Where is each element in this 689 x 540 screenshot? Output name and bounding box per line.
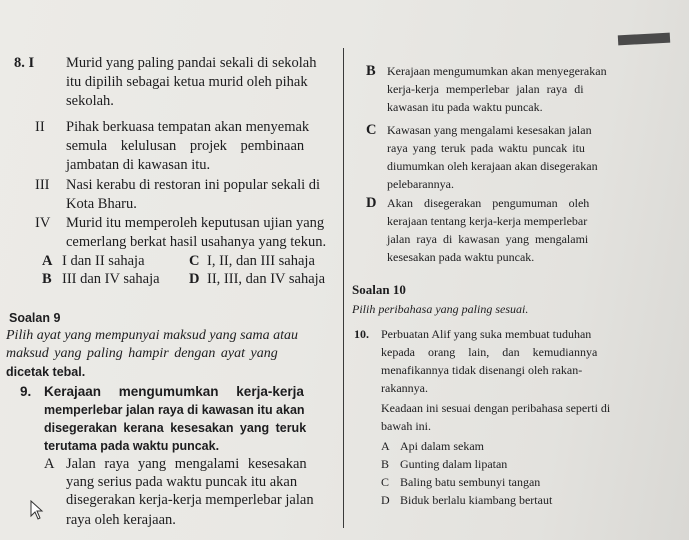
question-8-statement-ii: jambatan di kawasan itu. (66, 157, 211, 173)
question-10-number: 10. (354, 327, 369, 341)
question-9-option-b: kerja-kerja memperlebar jalan raya di (387, 82, 584, 96)
question-9-option-a: disegerakan kerja-kerja memperlebar jalan (66, 492, 314, 508)
question-10-option-a: Api dalam sekam (400, 439, 484, 453)
question-9-stem: Kerajaan mengumumkan kerja-kerja (44, 384, 304, 399)
option-b-letter: B (42, 271, 52, 287)
question-9-option-b: Kerajaan mengumumkan akan menyegerakan (387, 64, 607, 78)
section-heading: Soalan 9 (9, 311, 61, 325)
question-9-option-d: jalan raya di kawasan yang mengalami (387, 232, 589, 246)
question-8-statement-iv: Murid itu memperoleh keputusan ujian yang (66, 215, 325, 231)
question-9-option-d: kesesakan pada waktu puncak. (387, 250, 535, 264)
option-b-letter: B (381, 457, 390, 471)
option-d-letter: D (381, 493, 390, 507)
question-8-statement-iii: Nasi kerabu di restoran ini popular sekali di (66, 177, 321, 193)
statement-ii-number: II (35, 119, 45, 135)
mouse-pointer-icon (30, 500, 44, 520)
question-8-statement-i: Murid yang paling pandai sekali di sekolah (66, 55, 317, 71)
option-c-letter: C (366, 122, 377, 138)
question-10-stem: kepada orang lain, dan kemudiannya (381, 345, 598, 359)
option-c-letter: C (189, 253, 200, 269)
option-a-letter: A (42, 253, 53, 269)
question-9-option-a: raya oleh kerajaan. (66, 512, 176, 528)
statement-iv-number: IV (35, 215, 51, 231)
section-instruction: Pilih ayat yang mempunyai maksud yang sama atau (6, 328, 299, 343)
question-9-option-c: raya yang teruk pada waktu puncak itu (387, 141, 585, 155)
question-9-option-c: diumumkan oleh kerajaan akan disegerakan (387, 159, 598, 173)
section-instruction: Pilih peribahasa yang paling sesuai. (352, 302, 529, 316)
option-a-letter: A (44, 456, 55, 472)
option-d-letter: D (366, 195, 377, 211)
question-10-stem: Keadaan ini sesuai dengan peribahasa seperti di (381, 401, 611, 415)
question-10-stem: rakannya. (381, 381, 428, 395)
section-instruction: dicetak tebal. (6, 365, 86, 379)
question-8-statement-i: sekolah. (66, 93, 114, 109)
question-9-stem: memperlebar jalan raya di kawasan itu akan (44, 403, 305, 417)
question-9-option-c: Kawasan yang mengalami kesesakan jalan (387, 123, 592, 137)
question-8-number: 8. I (14, 55, 35, 71)
option-b-letter: B (366, 63, 376, 79)
question-9-number: 9. (20, 384, 32, 399)
question-8-statement-i: itu dipilih sebagai ketua murid oleh pihak (66, 74, 308, 90)
option-c: I, II, dan III sahaja (207, 253, 315, 269)
option-b: III dan IV sahaja (62, 271, 160, 287)
question-10-stem: Perbuatan Alif yang suka membuat tuduhan (381, 327, 592, 341)
column-divider (343, 48, 344, 528)
statement-iii-number: III (35, 177, 50, 193)
question-9-stem: disegerakan kerana kesesakan yang teruk (44, 421, 307, 435)
question-9-option-c: pelebarannya. (387, 177, 454, 191)
question-9-option-a: Jalan raya yang mengalami kesesakan (66, 456, 307, 472)
question-10-option-b: Gunting dalam lipatan (400, 457, 508, 471)
question-9-option-d: kerajaan tentang kerja-kerja memperlebar (387, 214, 588, 228)
option-d-letter: D (189, 271, 200, 287)
question-10-stem: menafikannya tidak disenangi oleh rakan- (381, 363, 583, 377)
section-heading: Soalan 10 (352, 282, 406, 297)
option-c-letter: C (381, 475, 390, 489)
section-instruction: maksud yang paling hampir dengan ayat yang (6, 346, 278, 361)
question-9-option-d: Akan disegerakan pengumuman oleh (387, 196, 590, 210)
question-9-stem: terutama pada waktu puncak. (44, 439, 220, 453)
question-10-option-c: Baling batu sembunyi tangan (400, 475, 541, 489)
question-8-statement-ii: semula kelulusan projek pembinaan (66, 138, 305, 154)
question-8-statement-ii: Pihak berkuasa tempatan akan menyemak (66, 119, 310, 135)
question-8-statement-iii: Kota Bharu. (66, 196, 137, 212)
option-a-letter: A (381, 439, 390, 453)
question-8-statement-iv: cemerlang berkat hasil usahanya yang tekun. (66, 234, 327, 250)
question-10-option-d: Biduk berlalu kiambang bertaut (400, 493, 553, 507)
question-9-option-a: yang serius pada waktu puncak itu akan (66, 474, 298, 490)
question-10-stem: bawah ini. (381, 419, 431, 433)
question-9-option-b: kawasan itu pada waktu puncak. (387, 100, 543, 114)
option-d: II, III, dan IV sahaja (207, 271, 326, 287)
option-a: I dan II sahaja (62, 253, 145, 269)
